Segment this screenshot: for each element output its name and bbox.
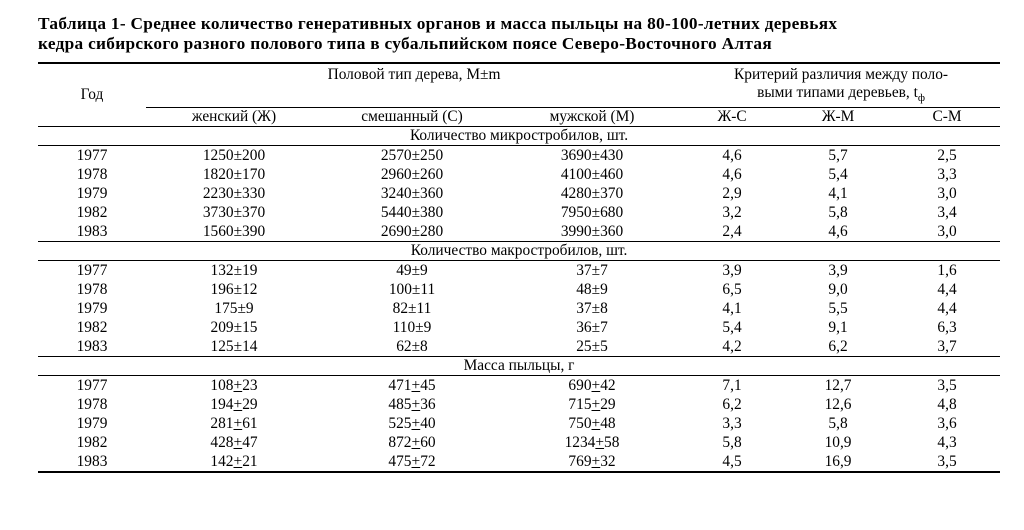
mixed-cell: 2690±280 [322,222,502,242]
male-cell: 4280±370 [560,184,624,202]
crit-sm-cell: 4,4 [937,299,957,317]
crit-fs-cell: 4,6 [722,146,742,164]
column-header: С-М [894,108,1000,127]
mixed-cell: 485+36 [388,395,436,413]
year-cell: 1983 [38,452,146,472]
female-cell: 142+21 [146,452,322,472]
criterion-line-2: выми типами деревьев, t [757,84,918,101]
table-row [38,376,1000,396]
male-cell: 3990±360 [502,222,682,242]
male-cell: 4100±460 [560,165,624,183]
year-cell: 1977 [76,376,108,394]
crit-fs-cell: 3,2 [722,203,742,221]
section-title: Количество макростробилов, шт. [38,242,1000,261]
male-cell: 36±7 [576,318,608,336]
section-header-row [38,242,1000,261]
crit-fm-cell: 3,9 [828,261,848,279]
female-cell: 194+29 [210,395,258,413]
male-cell: 3690±430 [560,146,624,164]
female-cell: 2230±330 [202,184,266,202]
crit-fm-cell: 6,2 [782,337,894,357]
crit-fm-cell: 4,6 [782,222,894,242]
year-cell: 1982 [76,433,108,451]
crit-fm-cell: 12,7 [824,376,852,394]
year-cell: 1982 [76,318,108,336]
male-cell: 750+48 [568,414,616,432]
crit-fs-cell: 6,2 [722,395,742,413]
crit-fm-cell: 10,9 [824,433,852,451]
table-caption [38,14,1004,54]
table-row [38,337,1000,357]
crit-sm-cell: 6,3 [937,318,957,336]
year-cell: 1979 [76,414,108,432]
mixed-cell: 471+45 [388,376,436,394]
female-cell: 132±19 [210,261,258,279]
female-cell: 209±15 [210,318,258,336]
crit-sm-cell: 4,8 [937,395,957,413]
table-row [38,452,1000,472]
crit-sm-cell: 3,6 [937,414,957,432]
male-cell: 37±8 [576,299,608,317]
table-body [38,127,1000,473]
data-table [38,62,1000,473]
section-title: Масса пыльцы, г [38,357,1000,376]
female-cell: 1250±200 [202,146,266,164]
year-cell: 1979 [76,184,108,202]
female-cell: 125±14 [146,337,322,357]
column-header: мужской (М) [502,108,682,127]
crit-sm-cell: 2,5 [937,146,957,164]
male-cell: 7950±680 [560,203,624,221]
column-header: Ж-М [782,108,894,127]
mixed-cell: 5440±380 [380,203,444,221]
mixed-cell: 49±9 [396,261,428,279]
crit-sm-cell: 1,6 [937,261,957,279]
column-header: Ж-С [682,108,782,127]
crit-fs-cell: 2,4 [682,222,782,242]
male-cell: 37±7 [576,261,608,279]
crit-sm-cell: 4,3 [937,433,957,451]
section-title: Количество микростробилов, шт. [38,127,1000,146]
criterion-group-header [682,63,1000,108]
crit-sm-cell: 3,3 [937,165,957,183]
male-cell: 769+32 [502,452,682,472]
crit-fs-cell: 3,9 [722,261,742,279]
female-cell: 3730±370 [202,203,266,221]
mixed-cell: 82±11 [392,299,432,317]
male-cell: 690+42 [568,376,616,394]
crit-fs-cell: 5,4 [722,318,742,336]
female-cell: 108+23 [210,376,258,394]
crit-fs-cell: 5,8 [722,433,742,451]
crit-fs-cell: 6,5 [722,280,742,298]
year-cell: 1982 [76,203,108,221]
year-cell: 1978 [76,280,108,298]
table-row [38,395,1000,414]
table-row [38,146,1000,166]
mixed-cell: 110±9 [392,318,432,336]
table-row [38,203,1000,222]
column-header: смешанный (С) [322,108,502,127]
criterion-line-1: Критерий различия между поло- [734,66,949,83]
table-row [38,280,1000,299]
crit-sm-cell: 3,7 [894,337,1000,357]
crit-sm-cell: 3,5 [937,376,957,394]
year-cell: 1983 [38,337,146,357]
male-cell: 715+29 [568,395,616,413]
table-row [38,184,1000,203]
column-header: женский (Ж) [146,108,322,127]
crit-sm-cell: 3,4 [937,203,957,221]
table-row [38,318,1000,337]
year-cell: 1978 [76,395,108,413]
section-header-row [38,357,1000,376]
mixed-cell: 100±11 [388,280,436,298]
sex-type-group-header: Половой тип дерева, М±m [146,63,682,108]
crit-fm-cell: 5,4 [828,165,848,183]
table-row [38,261,1000,281]
crit-fm-cell: 5,5 [828,299,848,317]
crit-fs-cell: 4,2 [682,337,782,357]
crit-fm-cell: 5,7 [828,146,848,164]
crit-fs-cell: 3,3 [722,414,742,432]
mixed-cell: 475+72 [322,452,502,472]
male-cell: 1234+58 [564,433,620,451]
female-cell: 1560±390 [146,222,322,242]
crit-fm-cell: 5,8 [828,414,848,432]
mixed-cell: 525+40 [388,414,436,432]
crit-fm-cell: 16,9 [782,452,894,472]
mixed-cell: 3240±360 [380,184,444,202]
female-cell: 175±9 [214,299,254,317]
table-row [38,433,1000,452]
section-header-row [38,127,1000,146]
caption-line-2: кедра сибирского разного полового типа в субальпийском поясе Северо-Восточного Алтая [38,34,772,53]
year-cell: 1977 [76,146,108,164]
crit-sm-cell: 3,0 [894,222,1000,242]
year-cell: 1977 [76,261,108,279]
crit-fs-cell: 2,9 [722,184,742,202]
crit-fs-cell: 7,1 [722,376,742,394]
mixed-cell: 2960±260 [380,165,444,183]
female-cell: 281+61 [210,414,258,432]
crit-fm-cell: 9,0 [828,280,848,298]
caption-line-1: Таблица 1- Среднее количество генеративных органов и масса пыльцы на 80-100-летних деревьях [38,14,838,33]
year-header: Год [38,63,146,127]
criterion-subscript: ф [917,92,926,105]
crit-fs-cell: 4,5 [682,452,782,472]
table-row [38,222,1000,242]
female-cell: 196±12 [210,280,258,298]
crit-fm-cell: 5,8 [828,203,848,221]
crit-fs-cell: 4,1 [722,299,742,317]
table-row [38,165,1000,184]
female-cell: 1820±170 [202,165,266,183]
year-cell: 1979 [76,299,108,317]
crit-fm-cell: 9,1 [828,318,848,336]
crit-fs-cell: 4,6 [722,165,742,183]
mixed-cell: 872+60 [388,433,436,451]
crit-fm-cell: 12,6 [824,395,852,413]
mixed-cell: 2570±250 [380,146,444,164]
table-row [38,299,1000,318]
year-cell: 1978 [76,165,108,183]
crit-fm-cell: 4,1 [828,184,848,202]
year-cell: 1983 [38,222,146,242]
crit-sm-cell: 4,4 [937,280,957,298]
male-cell: 48±9 [576,280,608,298]
table-row [38,414,1000,433]
mixed-cell: 62±8 [322,337,502,357]
crit-sm-cell: 3,0 [937,184,957,202]
female-cell: 428+47 [210,433,258,451]
male-cell: 25±5 [502,337,682,357]
crit-sm-cell: 3,5 [894,452,1000,472]
